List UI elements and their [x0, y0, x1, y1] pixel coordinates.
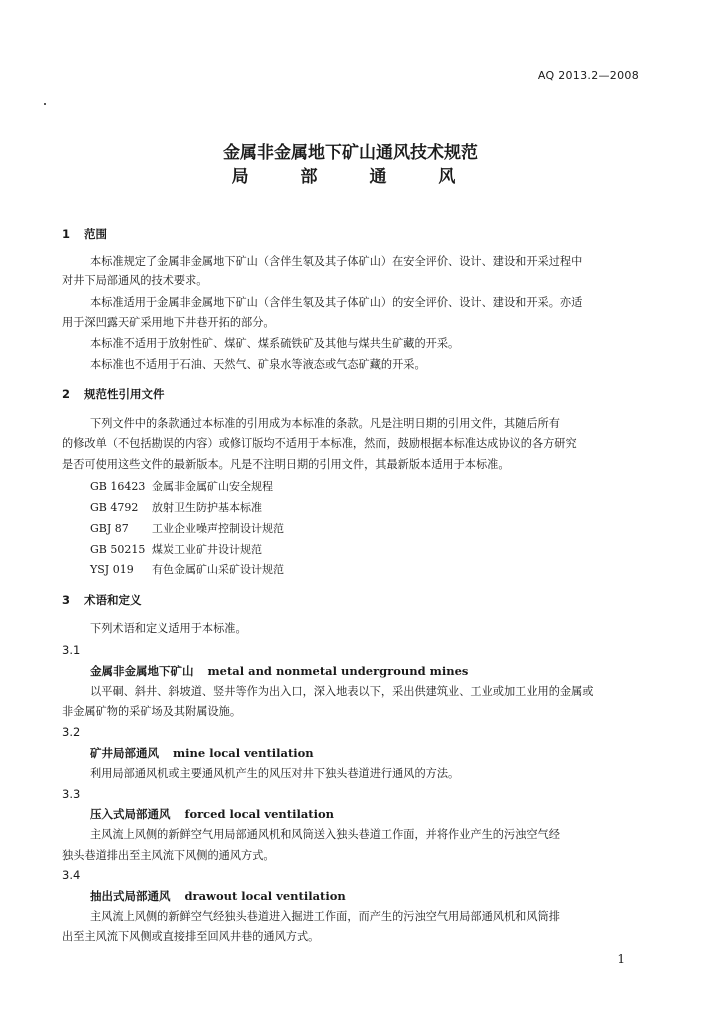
reference-code: YSJ 019 — [90, 563, 134, 576]
term-title — [90, 663, 468, 679]
section-title: 术语和定义 — [84, 593, 142, 607]
standard-code: AQ 2013.2—2008 — [537, 69, 639, 82]
term-definition: 独头巷道排出至主风流下风侧的通风方式。 — [62, 849, 275, 862]
document-title: 金属非金属地下矿山通风技术规范 — [223, 143, 478, 163]
section-number: 3 — [62, 593, 71, 607]
reference-name: 放射卫生防护基本标准 — [152, 501, 262, 514]
margin-mark — [44, 103, 46, 105]
section-number: 2 — [62, 387, 71, 401]
page-number: 1 — [617, 952, 625, 966]
term-definition: 主风流上风侧的新鲜空气经独头巷道进入掘进工作面，而产生的污浊空气用局部通风机和风筒排 — [90, 910, 560, 923]
section-number: 1 — [62, 227, 71, 241]
section-title: 范围 — [84, 227, 107, 241]
term-title — [90, 888, 346, 904]
term-en: mine local ventilation — [173, 746, 314, 760]
reference-code: GB 16423 — [90, 480, 146, 493]
paragraph: 下列术语和定义适用于本标准。 — [90, 622, 247, 635]
reference-name: 金属非金属矿山安全规程 — [152, 480, 273, 493]
reference-code: GBJ 87 — [90, 522, 129, 535]
term-en: metal and nonmetal underground mines — [207, 664, 469, 678]
reference-item — [90, 561, 284, 577]
paragraph: 本标准不适用于放射性矿、煤矿、煤系硫铁矿及其他与煤共生矿藏的开采。 — [90, 337, 460, 350]
section-title: 规范性引用文件 — [84, 387, 165, 401]
reference-name: 煤炭工业矿井设计规范 — [152, 543, 262, 556]
term-definition: 以平硐、斜井、斜坡道、竖井等作为出入口，深入地表以下，采出供建筑业、工业或加工业用的金属或 — [90, 685, 594, 698]
reference-name: 有色金属矿山采矿设计规范 — [152, 563, 284, 576]
paragraph: 对井下局部通风的技术要求。 — [62, 274, 208, 287]
paragraph: 用于深凹露天矿采用地下井巷开拓的部分。 — [62, 316, 275, 329]
term-definition: 非金属矿物的采矿场及其附属设施。 — [62, 705, 242, 718]
term-definition: 利用局部通风机或主要通风机产生的风压对井下独头巷道进行通风的方法。 — [90, 767, 460, 780]
paragraph: 下列文件中的条款通过本标准的引用成为本标准的条款。凡是注明日期的引用文件，其随后所有 — [90, 417, 560, 430]
reference-item — [90, 478, 273, 494]
term-title — [90, 806, 334, 822]
section-2-heading — [62, 386, 165, 402]
term-definition: 主风流上风侧的新鲜空气用局部通风机和风筒送入独头巷道工作面，并将作业产生的污浊空气经 — [90, 828, 560, 841]
reference-code: GB 50215 — [90, 543, 146, 556]
paragraph: 本标准适用于金属非金属地下矿山（含伴生氡及其子体矿山）的安全评价、设计、建设和开采。亦适 — [90, 296, 583, 309]
clause-number: 3.3 — [62, 787, 81, 801]
paragraph: 是否可使用这些文件的最新版本。凡是不注明日期的引用文件，其最新版本适用于本标准。 — [62, 458, 510, 471]
paragraph: 的修改单（不包括勘误的内容）或修订版均不适用于本标准，然而，鼓励根据本标准达成协议的各方研究 — [62, 437, 577, 450]
reference-item — [90, 499, 262, 515]
paragraph: 本标准也不适用于石油、天然气、矿泉水等液态或气态矿藏的开采。 — [90, 358, 426, 371]
term-zh: 矿井局部通风 — [90, 746, 159, 760]
term-title — [90, 745, 314, 761]
term-zh: 金属非金属地下矿山 — [90, 664, 194, 678]
reference-name: 工业企业噪声控制设计规范 — [152, 522, 284, 535]
document-subtitle: 局 部 通 风 — [231, 167, 470, 187]
term-en: drawout local ventilation — [184, 889, 346, 903]
clause-number: 3.2 — [62, 725, 81, 739]
section-1-heading — [62, 226, 107, 242]
reference-item — [90, 541, 262, 557]
term-en: forced local ventilation — [184, 807, 334, 821]
term-zh: 压入式局部通风 — [90, 807, 171, 821]
reference-code: GB 4792 — [90, 501, 139, 514]
term-definition: 出至主风流下风侧或直接排至回风井巷的通风方式。 — [62, 930, 320, 943]
paragraph: 本标准规定了金属非金属地下矿山（含伴生氡及其子体矿山）在安全评价、设计、建设和开采过程中 — [90, 255, 583, 268]
clause-number: 3.4 — [62, 868, 81, 882]
term-zh: 抽出式局部通风 — [90, 889, 171, 903]
clause-number: 3.1 — [62, 643, 81, 657]
reference-item — [90, 520, 284, 536]
section-3-heading — [62, 592, 142, 608]
